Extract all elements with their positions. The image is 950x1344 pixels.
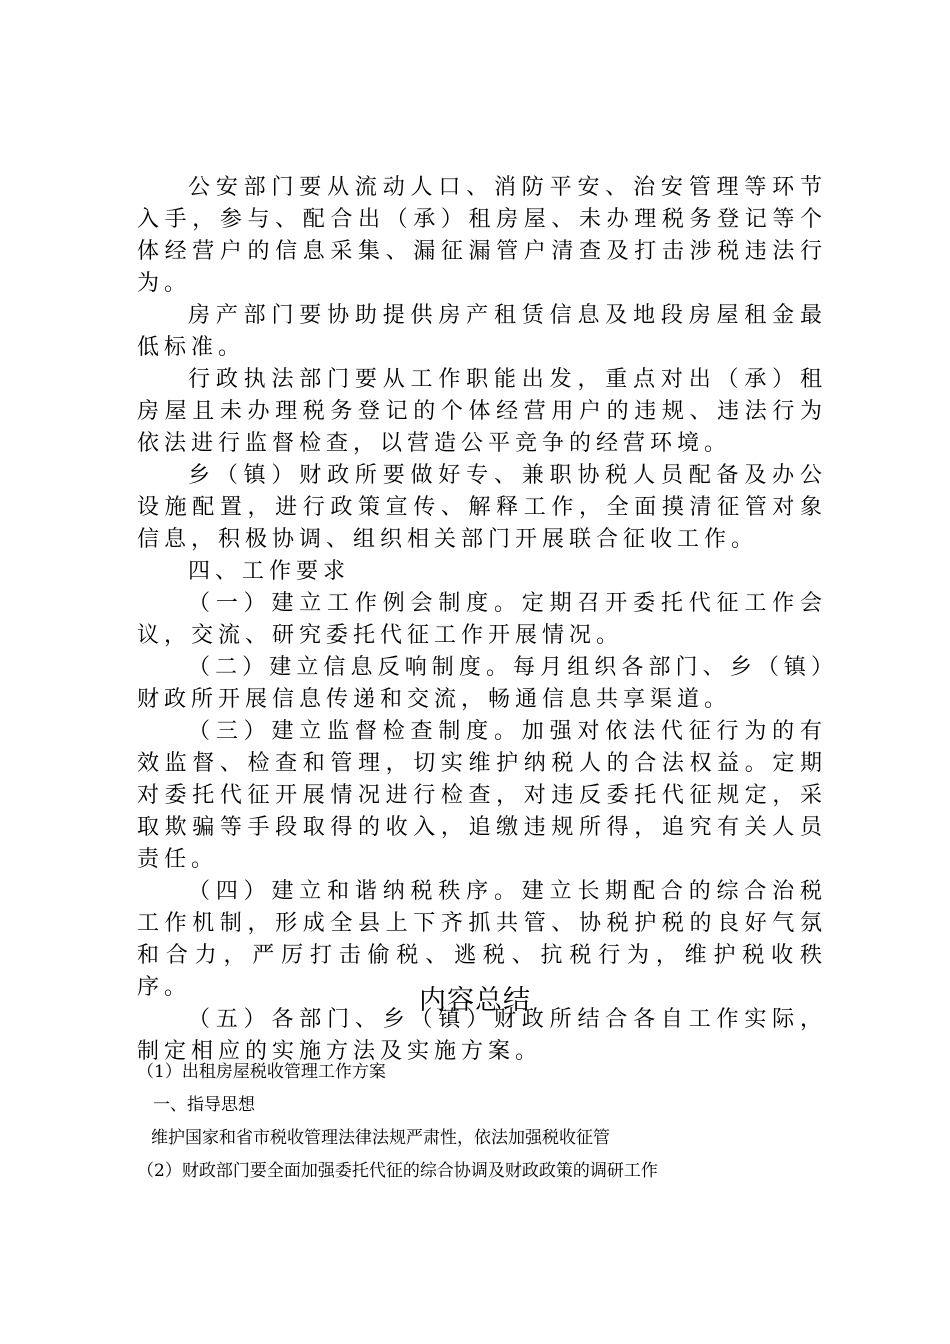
requirement-item-4: （四）建立和谐纳税秩序。建立长期配合的综合治税工作机制，形成全县上下齐抓共管、协税护税的良好气氛和合力，严厉打击偷税、逃税、抗税行为，维护税收秩序。 bbox=[137, 879, 827, 1000]
summary-line-4: （2）财政部门要全面加强委托代征的综合协调及财政政策的调研工作 bbox=[137, 1161, 658, 1181]
requirement-item-2: （二）建立信息反响制度。每月组织各部门、乡（镇）财政所开展信息传递和交流，畅通信息共享渠道。 bbox=[137, 655, 827, 712]
summary-title: 内容总结 bbox=[419, 985, 531, 1016]
document-body bbox=[137, 172, 827, 1068]
summary-line-3: 维护国家和省市税收管理法律法规严肃性，依法加强税收征管 bbox=[151, 1128, 610, 1148]
paragraph-housing-department: 房产部门要协助提供房产租赁信息及地段房屋租金最低标准。 bbox=[137, 303, 827, 360]
paragraph-public-security: 公安部门要从流动人口、消防平安、治安管理等环节入手，参与、配合出（承）租房屋、未办理税务登记等个体经营户的信息采集、漏征漏管户清查及打击涉税违法行为。 bbox=[137, 175, 827, 296]
requirement-item-5: （五）各部门、乡（镇）财政所结合各自工作实际，制定相应的实施方法及实施方案。 bbox=[137, 1007, 827, 1064]
summary-section bbox=[137, 1056, 837, 1188]
summary-line-1: （1）出租房屋税收管理工作方案 bbox=[137, 1062, 386, 1082]
paragraph-law-enforcement: 行政执法部门要从工作职能出发，重点对出（承）租房屋且未办理税务登记的个体经营用户的违规、违法行为依法进行监督检查，以营造公平竞争的经营环境。 bbox=[137, 367, 827, 456]
paragraph-township-finance: 乡（镇）财政所要做好专、兼职协税人员配备及办公设施配置，进行政策宣传、解释工作，全面摸清征管对象信息，积极协调、组织相关部门开展联合征收工作。 bbox=[137, 463, 827, 552]
requirement-item-1: （一）建立工作例会制度。定期召开委托代征工作会议，交流、研究委托代征工作开展情况。 bbox=[137, 591, 827, 648]
summary-line-2: 一、指导思想 bbox=[153, 1095, 255, 1115]
requirement-item-3: （三）建立监督检查制度。加强对依法代征行为的有效监督、检查和管理，切实维护纳税人的合法权益。定期对委托代征开展情况进行检查，对违反委托代征规定，采取欺骗等手段取得的收入，追缴违规所得，追究有关人员责任。 bbox=[137, 719, 827, 872]
section-heading-work-requirements: 四、工作要求 bbox=[188, 559, 351, 584]
